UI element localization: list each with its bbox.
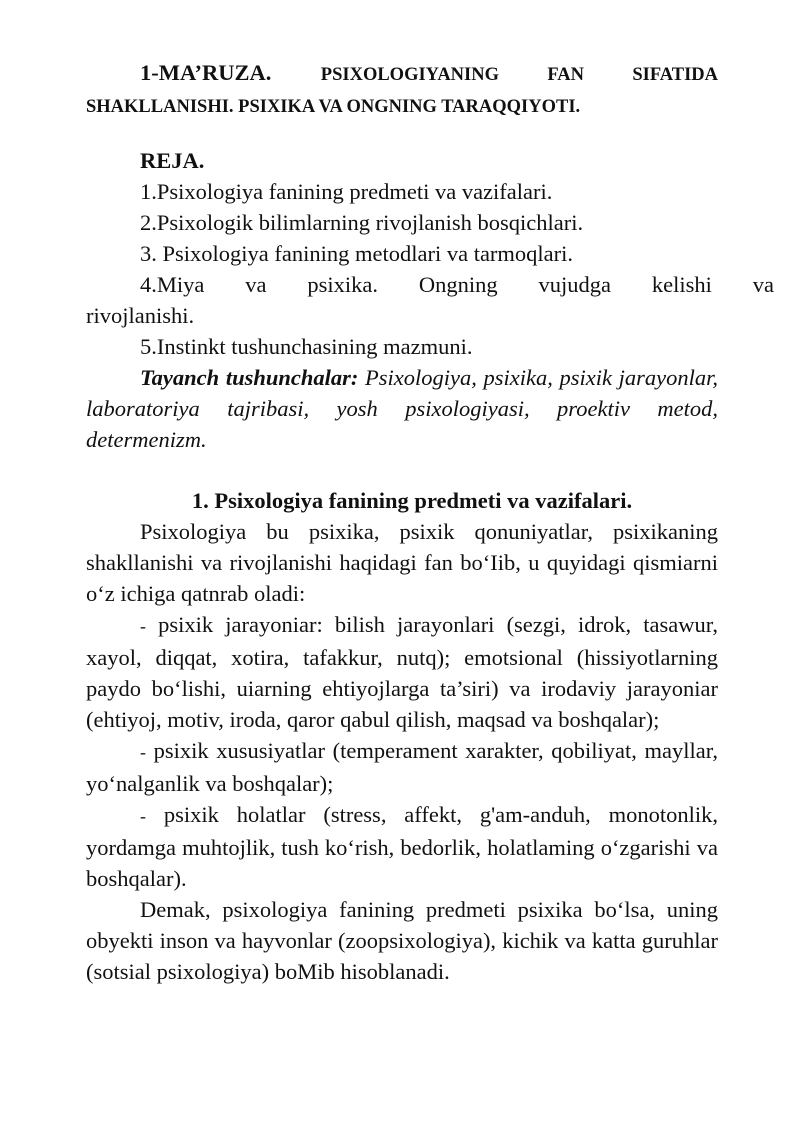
plan-heading: REJA. bbox=[140, 148, 205, 173]
document-page bbox=[86, 58, 774, 987]
plan-item-4-continued: rivojlanishi. bbox=[86, 303, 195, 328]
lecture-title-part2: SHAKLLANISHI. PSIXIKA VA ONGNING TARAQQIYOTI. bbox=[86, 97, 581, 117]
section-1-conclusion: Demak, psixologiya fanining predmeti psixika bo‘lsa, uning obyekti inson va hayvonlar (zoopsixologiya), kichik va katta guruhlar (sotsial psixologiya) boMib hisoblanadi. bbox=[86, 897, 718, 984]
bullet-dash: - bbox=[140, 742, 146, 762]
plan-item-5: 5.Instinkt tushunchasining mazmuni. bbox=[140, 334, 473, 359]
plan-item-3: 3. Psixologiya fanining metodlari va tarmoqlari. bbox=[140, 241, 574, 266]
plan-item-4: 4.Miya va psixika. Ongning vujudga kelishi va bbox=[140, 272, 774, 297]
bullet-psychic-processes bbox=[86, 609, 718, 735]
section-1-heading: 1. Psixologiya fanining predmeti va vazifalari. bbox=[191, 488, 633, 513]
key-terms-label: Tayanch tushunchalar: bbox=[140, 365, 359, 390]
lecture-number: 1-MA’RUZA. bbox=[140, 60, 272, 85]
key-terms-text: Psixologiya, psixika, psixik jarayonlar, laboratoriya tajribasi, yosh psixologiyasi, proektiv metod, determenizm. bbox=[86, 365, 718, 452]
section-1-intro: Psixologiya bu psixika, psixik qonuniyatlar, psixikaning shakllanishi va rivojlanishi haqidagi fan bo‘Iib, u quyidagi qismiarni o‘z ichiga qatnrab oladi: bbox=[86, 519, 718, 606]
bullet-text: psixik xususiyatlar (temperament xarakter, qobiliyat, mayllar, yo‘nalganlik va boshqalar); bbox=[86, 738, 718, 796]
bullet-psychic-states bbox=[86, 799, 718, 894]
bullet-text: psixik holatlar (stress, affekt, g'am-anduh, monotonlik, yordamga muhtojlik, tush ko‘rish, bedorlik, holatlaming o‘zgarishi va boshqalar). bbox=[86, 802, 718, 891]
bullet-dash: - bbox=[140, 616, 146, 636]
plan-item-1: 1.Psixologiya fanining predmeti va vazifalari. bbox=[140, 179, 553, 204]
bullet-psychic-properties bbox=[86, 735, 718, 799]
bullet-text: psixik jarayoniar: bilish jarayonlari (sezgi, idrok, tasawur, xayol, diqqat, xotira, tafakkur, nutq); emotsional (hissiyotlarning paydo bo‘lishi, uiarning ehtiyojlarga ta’siri) va irodaviy jarayoniar (ehtiyoj, motiv, iroda, qaror qabul qilish, maqsad va boshqalar); bbox=[86, 612, 718, 732]
bullet-dash: - bbox=[140, 806, 146, 826]
lecture-title-part1: PSIXOLOGIYANING FAN SIFATIDA bbox=[320, 65, 719, 85]
key-terms bbox=[86, 362, 718, 455]
plan-item-2: 2.Psixologik bilimlarning rivojlanish bosqichlari. bbox=[140, 210, 584, 235]
lecture-title bbox=[86, 58, 718, 122]
